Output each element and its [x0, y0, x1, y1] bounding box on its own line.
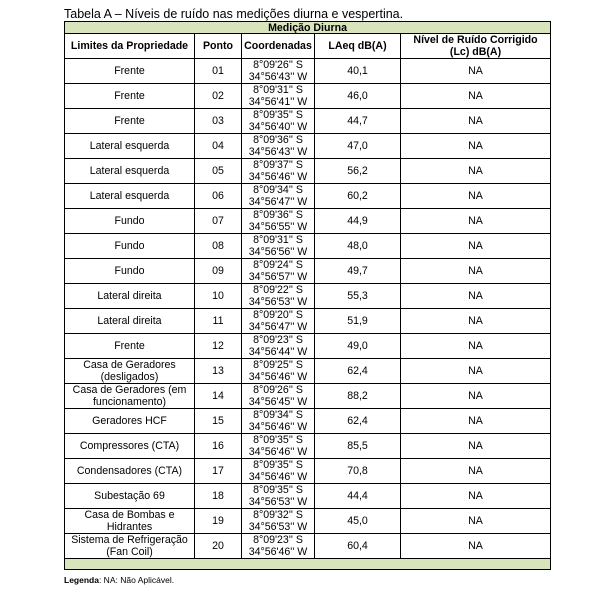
header-point: Ponto	[195, 34, 242, 59]
cell-lc: NA	[401, 234, 551, 259]
table-row	[65, 184, 551, 209]
coord-lat: 8°09'31'' S	[253, 84, 303, 96]
cell-coords	[242, 59, 315, 84]
cell-point: 15	[195, 409, 242, 434]
cell-lc: NA	[401, 309, 551, 334]
cell-coords	[242, 134, 315, 159]
cell-coords	[242, 434, 315, 459]
cell-laeq: 44,4	[315, 484, 401, 509]
coord-lat: 8°09'37'' S	[253, 159, 303, 171]
cell-laeq: 88,2	[315, 384, 401, 409]
cell-coords	[242, 109, 315, 134]
cell-laeq: 62,4	[315, 409, 401, 434]
coord-lon: 34°56'46'' W	[248, 471, 308, 483]
cell-lc: NA	[401, 284, 551, 309]
cell-laeq: 45,0	[315, 509, 401, 534]
cell-limit: Frente	[65, 84, 195, 109]
legend-text: : NA: Não Aplicável.	[98, 575, 175, 585]
table-row	[65, 409, 551, 434]
cell-coords	[242, 334, 315, 359]
header-laeq: LAeq dB(A)	[315, 34, 401, 59]
coord-lat: 8°09'34'' S	[253, 409, 303, 421]
coord-lon: 34°56'46'' W	[248, 171, 308, 183]
cell-coords	[242, 534, 315, 559]
cell-limit: Lateral esquerda	[65, 159, 195, 184]
cell-lc: NA	[401, 509, 551, 534]
cell-laeq: 60,4	[315, 534, 401, 559]
cell-point: 14	[195, 384, 242, 409]
cell-limit: Frente	[65, 59, 195, 84]
cell-laeq: 49,7	[315, 259, 401, 284]
cell-lc: NA	[401, 259, 551, 284]
cell-laeq: 47,0	[315, 134, 401, 159]
cell-laeq: 44,7	[315, 109, 401, 134]
cell-laeq: 46,0	[315, 84, 401, 109]
cell-point: 17	[195, 459, 242, 484]
cell-laeq: 48,0	[315, 234, 401, 259]
coord-lon: 34°56'46'' W	[248, 446, 308, 458]
cell-point: 08	[195, 234, 242, 259]
cell-lc: NA	[401, 359, 551, 384]
cell-laeq: 62,4	[315, 359, 401, 384]
coord-lon: 34°56'56'' W	[248, 246, 308, 258]
cell-laeq: 70,8	[315, 459, 401, 484]
cell-point: 02	[195, 84, 242, 109]
header-corrected-line2: (Lc) dB(A)	[449, 46, 502, 58]
cell-coords	[242, 159, 315, 184]
bottom-band-cell	[65, 559, 551, 570]
cell-coords	[242, 484, 315, 509]
coord-lat: 8°09'24'' S	[253, 259, 303, 271]
coord-lon: 34°56'53'' W	[248, 496, 308, 508]
coord-lat: 8°09'35'' S	[253, 484, 303, 496]
coord-lon: 34°56'43'' W	[248, 71, 308, 83]
table-row	[65, 309, 551, 334]
cell-point: 09	[195, 259, 242, 284]
coord-lon: 34°56'46'' W	[248, 371, 308, 383]
coord-lon: 34°56'55'' W	[248, 221, 308, 233]
coord-lat: 8°09'26'' S	[253, 384, 303, 396]
coord-lon: 34°56'46'' W	[248, 421, 308, 433]
header-coords: Coordenadas	[242, 34, 315, 59]
coord-lat: 8°09'36'' S	[253, 209, 303, 221]
coord-lat: 8°09'32'' S	[253, 509, 303, 521]
cell-point: 03	[195, 109, 242, 134]
cell-laeq: 56,2	[315, 159, 401, 184]
cell-coords	[242, 259, 315, 284]
table-caption: Tabela A – Níveis de ruído nas medições diurna e vespertina.	[64, 7, 404, 21]
table-row	[65, 159, 551, 184]
cell-limit: Lateral esquerda	[65, 184, 195, 209]
cell-lc: NA	[401, 184, 551, 209]
cell-lc: NA	[401, 384, 551, 409]
coord-lat: 8°09'36'' S	[253, 134, 303, 146]
coord-lat: 8°09'22'' S	[253, 284, 303, 296]
cell-coords	[242, 409, 315, 434]
cell-point: 13	[195, 359, 242, 384]
table-row	[65, 384, 551, 409]
cell-laeq: 44,9	[315, 209, 401, 234]
cell-coords	[242, 309, 315, 334]
cell-coords	[242, 209, 315, 234]
cell-coords	[242, 234, 315, 259]
cell-limit: Fundo	[65, 259, 195, 284]
cell-lc: NA	[401, 209, 551, 234]
cell-limit: Lateral direita	[65, 309, 195, 334]
coord-lat: 8°09'20'' S	[253, 309, 303, 321]
cell-point: 19	[195, 509, 242, 534]
cell-lc: NA	[401, 534, 551, 559]
cell-point: 18	[195, 484, 242, 509]
coord-lon: 34°56'40'' W	[248, 121, 308, 133]
cell-point: 16	[195, 434, 242, 459]
coord-lon: 34°56'41'' W	[248, 96, 308, 108]
coord-lat: 8°09'25'' S	[253, 359, 303, 371]
bottom-band	[65, 559, 551, 570]
cell-coords	[242, 84, 315, 109]
table-row	[65, 209, 551, 234]
header-row	[65, 34, 551, 59]
cell-limit: Fundo	[65, 234, 195, 259]
cell-point: 12	[195, 334, 242, 359]
table-row	[65, 484, 551, 509]
table-row	[65, 509, 551, 534]
cell-lc: NA	[401, 159, 551, 184]
cell-limit: Sistema de Refrigeração (Fan Coil)	[65, 534, 195, 559]
cell-lc: NA	[401, 434, 551, 459]
cell-limit: Subestação 69	[65, 484, 195, 509]
noise-table	[64, 21, 551, 570]
cell-lc: NA	[401, 334, 551, 359]
cell-coords	[242, 384, 315, 409]
cell-limit: Condensadores (CTA)	[65, 459, 195, 484]
cell-point: 01	[195, 59, 242, 84]
cell-point: 06	[195, 184, 242, 209]
band-row	[65, 22, 551, 34]
band-title: Medição Diurna	[65, 22, 551, 34]
cell-lc: NA	[401, 409, 551, 434]
cell-point: 05	[195, 159, 242, 184]
cell-laeq: 85,5	[315, 434, 401, 459]
coord-lon: 34°56'44'' W	[248, 346, 308, 358]
coord-lat: 8°09'23'' S	[253, 334, 303, 346]
legend	[64, 575, 174, 585]
header-limits: Limites da Propriedade	[65, 34, 195, 59]
coord-lat: 8°09'35'' S	[253, 459, 303, 471]
cell-point: 11	[195, 309, 242, 334]
cell-limit: Frente	[65, 334, 195, 359]
table-row	[65, 259, 551, 284]
table-row	[65, 109, 551, 134]
cell-limit: Casa de Geradores (desligados)	[65, 359, 195, 384]
header-corrected-line1: Nível de Ruído Corrigido	[413, 34, 538, 46]
cell-point: 04	[195, 134, 242, 159]
table-row	[65, 234, 551, 259]
cell-limit: Lateral direita	[65, 284, 195, 309]
table-row	[65, 534, 551, 559]
cell-lc: NA	[401, 84, 551, 109]
cell-point: 07	[195, 209, 242, 234]
cell-laeq: 51,9	[315, 309, 401, 334]
legend-label: Legenda	[64, 575, 99, 585]
cell-coords	[242, 184, 315, 209]
coord-lon: 34°56'53'' W	[248, 296, 308, 308]
table-row	[65, 434, 551, 459]
cell-point: 20	[195, 534, 242, 559]
cell-limit: Geradores HCF	[65, 409, 195, 434]
coord-lon: 34°56'53'' W	[248, 521, 308, 533]
table-row	[65, 84, 551, 109]
cell-limit: Compressores (CTA)	[65, 434, 195, 459]
table-row	[65, 459, 551, 484]
cell-lc: NA	[401, 59, 551, 84]
coord-lat: 8°09'31'' S	[253, 234, 303, 246]
cell-limit: Fundo	[65, 209, 195, 234]
cell-laeq: 49,0	[315, 334, 401, 359]
coord-lat: 8°09'35'' S	[253, 434, 303, 446]
table-row	[65, 134, 551, 159]
cell-limit: Casa de Geradores (em funcionamento)	[65, 384, 195, 409]
coord-lon: 34°56'47'' W	[248, 321, 308, 333]
cell-lc: NA	[401, 459, 551, 484]
cell-laeq: 40,1	[315, 59, 401, 84]
cell-coords	[242, 509, 315, 534]
cell-lc: NA	[401, 109, 551, 134]
cell-coords	[242, 459, 315, 484]
coord-lon: 34°56'47'' W	[248, 196, 308, 208]
cell-laeq: 60,2	[315, 184, 401, 209]
table-row	[65, 359, 551, 384]
coord-lon: 34°56'43'' W	[248, 146, 308, 158]
cell-lc: NA	[401, 484, 551, 509]
coord-lat: 8°09'34'' S	[253, 184, 303, 196]
cell-coords	[242, 359, 315, 384]
header-corrected	[401, 34, 551, 59]
coord-lat: 8°09'23'' S	[253, 534, 303, 546]
table-row	[65, 59, 551, 84]
cell-laeq: 55,3	[315, 284, 401, 309]
table-row	[65, 334, 551, 359]
cell-coords	[242, 284, 315, 309]
coord-lon: 34°56'46'' W	[248, 546, 308, 558]
cell-lc: NA	[401, 134, 551, 159]
cell-limit: Casa de Bombas e Hidrantes	[65, 509, 195, 534]
coord-lat: 8°09'35'' S	[253, 109, 303, 121]
coord-lat: 8°09'26'' S	[253, 59, 303, 71]
cell-limit: Lateral esquerda	[65, 134, 195, 159]
coord-lon: 34°56'57'' W	[248, 271, 308, 283]
table-row	[65, 284, 551, 309]
coord-lon: 34°56'45'' W	[248, 396, 308, 408]
cell-point: 10	[195, 284, 242, 309]
cell-limit: Frente	[65, 109, 195, 134]
